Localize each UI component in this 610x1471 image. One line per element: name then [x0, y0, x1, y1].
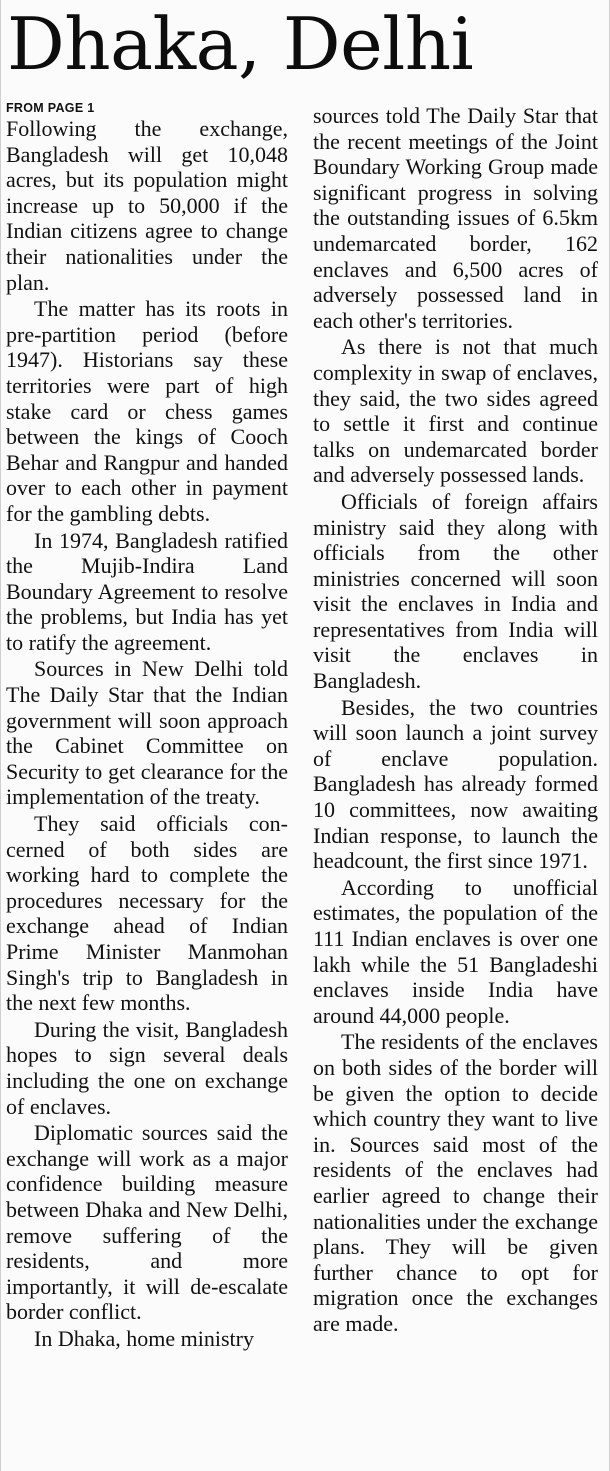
- left-column: [6, 100, 288, 1353]
- paragraph: They said officials concerned of both sides are working hard to complete the procedures necessary for the exchange ahead of Indian Prime Minister Manmohan Singh's trip to Bangladesh in the next few months.: [6, 811, 288, 1016]
- paragraph: Besides, the two countries will soon launch a joint survey of enclave population. Bangladesh has already formed 10 committees, now awaiting Indian response, to launch the headcount, the first since 1971.: [313, 694, 598, 874]
- right-column: [313, 103, 598, 1338]
- paragraph: Sources in New Delhi told The Daily Star that the Indian government will soon approach the Cabinet Committee on Security to get clearance for the implementation of the treaty.: [6, 656, 288, 810]
- paragraph: The residents of the enclaves on both sides of the border will be given the option to decide which country they want to live in. Sources said most of the residents of the enclaves had earlier agreed to change their nationalities under the exchange plans. They will be given further chance to opt for migration once the exchanges are made.: [313, 1029, 598, 1336]
- paragraph: Following the exchange, Bangladesh will get 10,048 acres, but its population might increase up to 50,000 if the Indian citizens agree to change their nationalities under the plan.: [6, 116, 288, 295]
- paragraph: As there is not that much complexity in swap of enclaves, they said, the two sides agreed to settle it first and continue talks on undemarcated border and adversely possessed lands.: [313, 334, 598, 488]
- paragraph: The matter has its roots in pre-partition period (before 1947). Historians say these territories were part of high stake card or chess games between the kings of Cooch Behar and Rangpur and handed over to each other in payment for the gambling debts.: [6, 296, 288, 526]
- kicker: FROM PAGE 1: [6, 101, 95, 115]
- paragraph: Officials of foreign affairs ministry said they along with officials from the other ministries concerned will soon visit the enclaves in India and representatives from India will visit the enclaves in Bangladesh.: [313, 488, 598, 694]
- headline: Dhaka, Delhi: [7, 2, 474, 86]
- paragraph: In 1974, Bangladesh ratified the Mujib-Indira Land Boundary Agreement to resolve the problems, but India has yet to ratify the agreement.: [6, 527, 288, 655]
- paragraph: During the visit, Bangladesh hopes to sign several deals including the one on exchange of enclaves.: [6, 1016, 288, 1119]
- paragraph: Diplomatic sources said the exchange will work as a major confidence building measure between Dhaka and New Delhi, remove suffering of the residents, and more importantly, it will de-escalate border conflict.: [6, 1120, 288, 1325]
- paragraph: sources told The Daily Star that the recent meetings of the Joint Boundary Working Group made significant progress in solving the outstanding issues of 6.5km undemarcated border, 162 enclaves and 6,500 acres of adversely possessed land in each other's territories.: [313, 103, 598, 333]
- paragraph: According to unofficial estimates, the population of the 111 Indian enclaves is over one lakh while the 51 Bangladeshi enclaves inside India have around 44,000 people.: [313, 874, 598, 1028]
- paragraph: In Dhaka, home ministry: [34, 1325, 254, 1351]
- left-edge-line: [0, 0, 1, 1471]
